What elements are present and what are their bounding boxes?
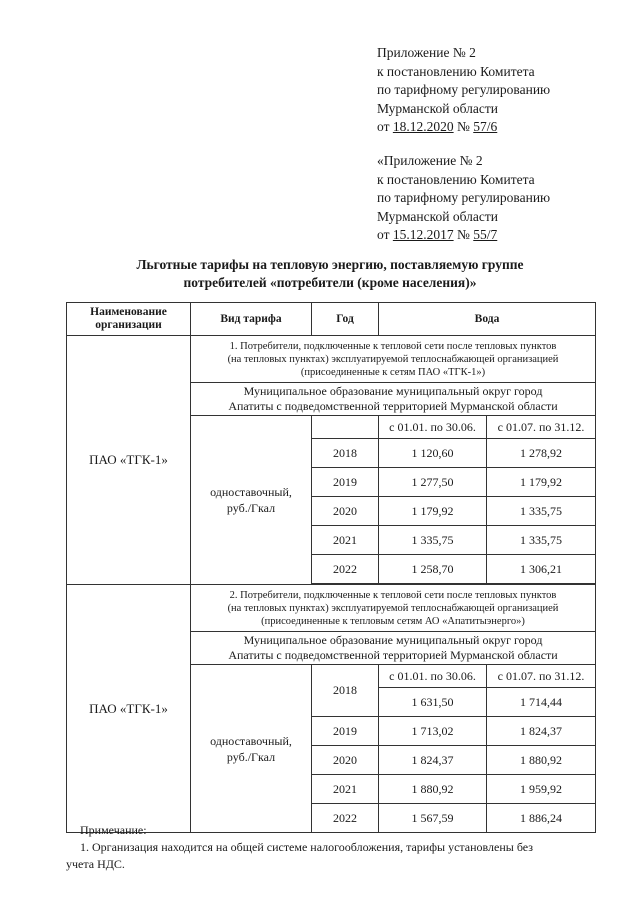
consumer-group-row bbox=[67, 336, 596, 383]
tariff-h1-cell: 1 713,02 bbox=[379, 717, 487, 746]
note-text: 1. Организация находится на общей системе налогообложения, тарифы установлены без bbox=[80, 840, 533, 854]
tariff-h1-cell: 1 179,92 bbox=[379, 497, 487, 526]
tariff-h2-cell: 1 306,21 bbox=[487, 555, 596, 584]
period-second-half: с 01.07. по 31.12. bbox=[487, 416, 596, 439]
appendix-line: Мурманской области bbox=[377, 208, 498, 224]
appendix-line: к постановлению Комитета bbox=[377, 63, 535, 79]
resolution-number: 55/7 bbox=[473, 227, 498, 242]
year-cell: 2019 bbox=[312, 468, 379, 497]
tariff-h2-cell: 1 714,44 bbox=[487, 688, 596, 717]
header-organization: Наименование организации bbox=[67, 303, 191, 336]
tariff-h1-cell: 1 880,92 bbox=[379, 775, 487, 804]
municipality-name: Муниципальное образование муниципальный округ город Апатиты с подведомственной территорией Мурманской области bbox=[191, 632, 596, 665]
year-cell: 2020 bbox=[312, 746, 379, 775]
organization-name: ПАО «ТГК-1» bbox=[67, 336, 191, 585]
number-prefix: № bbox=[453, 119, 474, 134]
tariff-h1-cell: 1 258,70 bbox=[379, 555, 487, 584]
appendix-line: «Приложение № 2 bbox=[377, 153, 483, 168]
consumer-group-row bbox=[67, 585, 596, 632]
appendix-line: к постановлению Комитета bbox=[377, 171, 535, 187]
tariff-h2-cell: 1 880,92 bbox=[487, 746, 596, 775]
tariff-h1-cell: 1 120,60 bbox=[379, 439, 487, 468]
header-year: Год bbox=[312, 303, 379, 336]
tariff-h2-cell: 1 886,24 bbox=[487, 804, 596, 833]
header-water: Вода bbox=[379, 303, 596, 336]
tariff-h2-cell: 1 959,92 bbox=[487, 775, 596, 804]
tariff-h1-cell: 1 335,75 bbox=[379, 526, 487, 555]
appendix-line: по тарифному регулированию bbox=[377, 190, 551, 205]
tariff-h1-cell: 1 567,59 bbox=[379, 804, 487, 833]
tariff-h2-cell: 1 335,75 bbox=[487, 497, 596, 526]
note-heading: Примечание: bbox=[80, 823, 147, 837]
tariff-h1-cell: 1 277,50 bbox=[379, 468, 487, 497]
appendix-line: Мурманской области bbox=[377, 100, 498, 116]
organization-name: ПАО «ТГК-1» bbox=[67, 585, 191, 833]
note-text-continued: учета НДС. bbox=[66, 857, 125, 871]
appendix-line: по тарифному регулированию bbox=[377, 82, 551, 97]
year-cell: 2022 bbox=[312, 804, 379, 833]
title-line: потребителей «потребители (кроме населения)» bbox=[183, 275, 477, 290]
year-cell: 2019 bbox=[312, 717, 379, 746]
resolution-date: 18.12.2020 bbox=[392, 119, 454, 134]
year-cell: 2021 bbox=[312, 775, 379, 804]
empty-cell bbox=[312, 416, 379, 439]
year-cell: 2020 bbox=[312, 497, 379, 526]
tariff-h1-cell: 1 824,37 bbox=[379, 746, 487, 775]
appendix-header-previous bbox=[377, 152, 550, 245]
tariff-table bbox=[66, 302, 596, 833]
header-tariff-type: Вид тарифа bbox=[191, 303, 312, 336]
footnote bbox=[66, 822, 596, 873]
document-title bbox=[60, 256, 600, 292]
municipality-name: Муниципальное образование муниципальный округ город Апатиты с подведомственной территорией Мурманской области bbox=[191, 383, 596, 416]
title-line: Льготные тарифы на тепловую энергию, поставляемую группе bbox=[136, 257, 524, 272]
year-cell: 2022 bbox=[312, 555, 379, 584]
date-prefix: от bbox=[377, 227, 393, 242]
appendix-line: Приложение № 2 bbox=[377, 45, 476, 60]
tariff-h2-cell: 1 335,75 bbox=[487, 526, 596, 555]
table-header-row bbox=[67, 303, 596, 336]
year-cell: 2021 bbox=[312, 526, 379, 555]
tariff-h2-cell: 1 824,37 bbox=[487, 717, 596, 746]
number-prefix: № bbox=[453, 227, 474, 242]
resolution-number: 57/6 bbox=[473, 119, 498, 134]
year-cell: 2018 bbox=[312, 439, 379, 468]
tariff-kind: одноставочный, руб./Гкал bbox=[191, 416, 312, 585]
consumer-group-description: 2. Потребители, подключенные к тепловой сети после тепловых пунктов (на тепловых пунктах) эксплуатируемой теплоснабжающей организацией (присоединенные к тепловым сетям АО «Апатитыэнерго») bbox=[191, 585, 596, 632]
tariff-h2-cell: 1 179,92 bbox=[487, 468, 596, 497]
period-first-half: с 01.01. по 30.06. bbox=[379, 665, 487, 688]
tariff-h1-cell: 1 631,50 bbox=[379, 688, 487, 717]
period-first-half: с 01.01. по 30.06. bbox=[379, 416, 487, 439]
date-prefix: от bbox=[377, 119, 393, 134]
resolution-date: 15.12.2017 bbox=[392, 227, 454, 242]
tariff-h2-cell: 1 278,92 bbox=[487, 439, 596, 468]
tariff-kind: одноставочный, руб./Гкал bbox=[191, 665, 312, 833]
appendix-date-line bbox=[377, 118, 550, 137]
period-second-half: с 01.07. по 31.12. bbox=[487, 665, 596, 688]
appendix-date-line bbox=[377, 226, 550, 245]
consumer-group-description: 1. Потребители, подключенные к тепловой сети после тепловых пунктов (на тепловых пунктах) эксплуатируемой теплоснабжающей организацией (присоединенные к сетям ПАО «ТГК-1») bbox=[191, 336, 596, 383]
appendix-header-current bbox=[377, 44, 550, 137]
year-cell: 2018 bbox=[312, 665, 379, 717]
